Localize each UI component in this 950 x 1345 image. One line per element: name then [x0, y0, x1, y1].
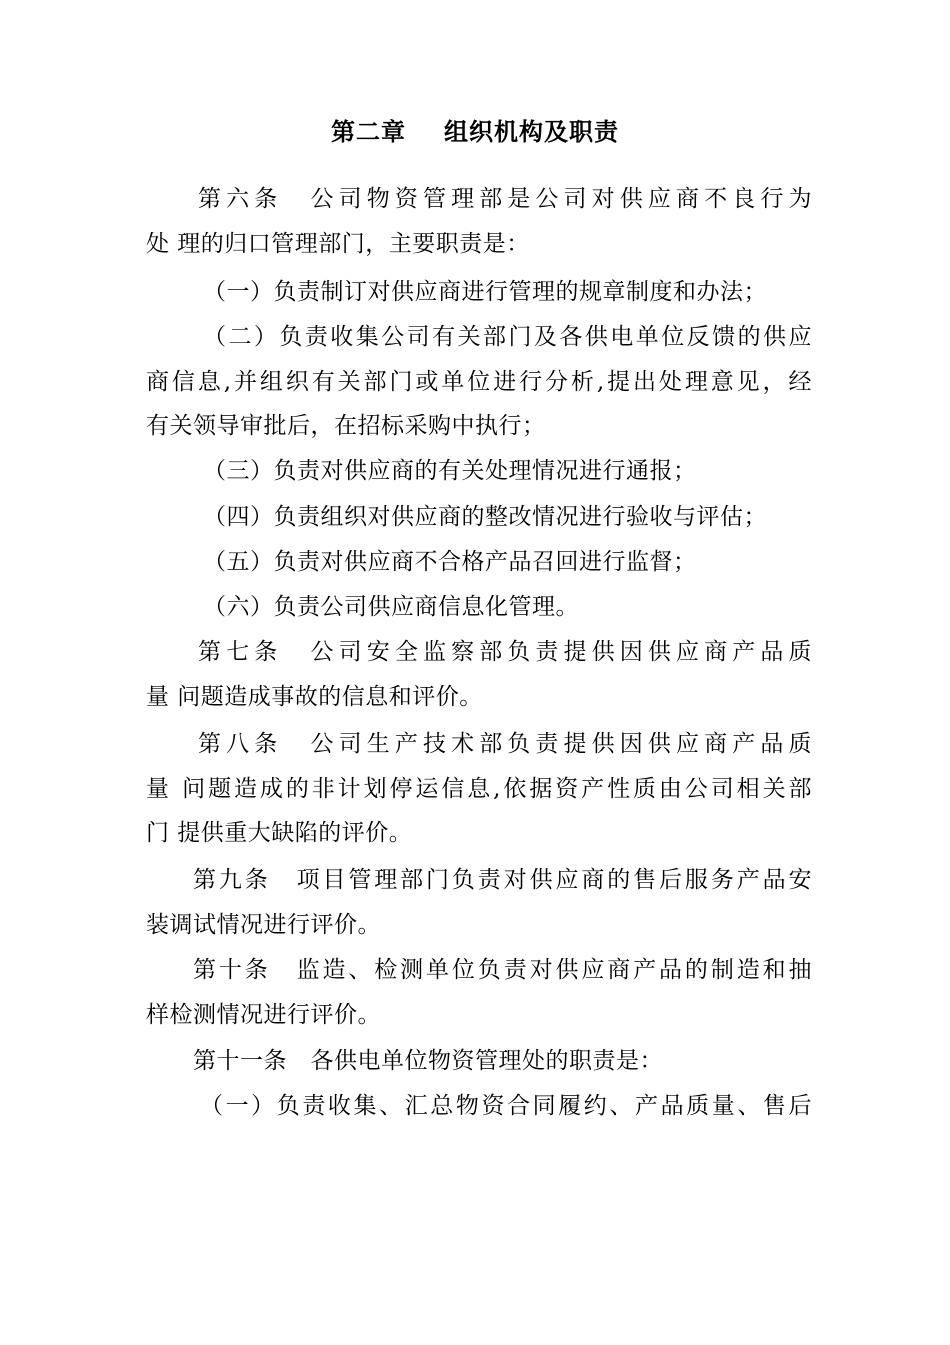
article-6-item-2-line-2: 商信息,并组织有关部门或单位进行分析,提出处理意见，经 — [146, 369, 812, 395]
article-8-line-1: 第八条 公司生产技术部负责提供因供应商产品质 — [198, 731, 812, 757]
article-6-line-1: 第六条 公司物资管理部是公司对供应商不良行为 — [198, 186, 812, 212]
article-10-line-2: 样检测情况进行评价。 — [146, 1002, 381, 1028]
article-10-line-1: 第十条 监造、检测单位负责对供应商产品的制造和抽 — [193, 957, 812, 983]
article-6-item-3: （三）负责对供应商的有关处理情况进行通报； — [203, 458, 697, 484]
article-7-line-1: 第七条 公司安全监察部负责提供因供应商产品质 — [198, 639, 812, 665]
article-6-item-4: （四）负责组织对供应商的整改情况进行验收与评估； — [203, 504, 767, 530]
chapter-heading — [0, 112, 950, 147]
article-6-item-6: （六）负责公司供应商信息化管理。 — [203, 594, 579, 620]
article-9-line-1: 第九条 项目管理部门负责对供应商的售后服务产品安 — [193, 867, 812, 893]
article-7-line-2: 量 问题造成事故的信息和评价。 — [146, 684, 483, 710]
chapter-number: 第二章 — [331, 118, 406, 146]
article-6-item-2-line-1: （二）负责收集公司有关部门及各供电单位反馈的供应 — [203, 324, 812, 350]
article-6-item-1: （一）负责制订对供应商进行管理的规章制度和办法； — [203, 279, 767, 305]
article-11-line-1: 第十一条 各供电单位物资管理处的职责是： — [193, 1048, 663, 1074]
article-8-line-3: 门 提供重大缺陷的评价。 — [146, 820, 413, 846]
article-6-line-2: 处 理的归口管理部门，主要职责是： — [146, 231, 530, 257]
article-8-line-2: 量 问题造成的非计划停运信息,依据资产性质由公司相关部 — [146, 776, 812, 802]
article-6-item-5: （五）负责对供应商不合格产品召回进行监督； — [203, 549, 697, 575]
article-9-line-2: 装调试情况进行评价。 — [146, 912, 381, 938]
chapter-title: 组织机构及职责 — [444, 118, 619, 146]
article-11-item-1-line-1: （一）负责收集、汇总物资合同履约、产品质量、售后 — [200, 1093, 812, 1119]
article-6-item-2-line-3: 有关领导审批后，在招标采购中执行； — [146, 413, 546, 439]
